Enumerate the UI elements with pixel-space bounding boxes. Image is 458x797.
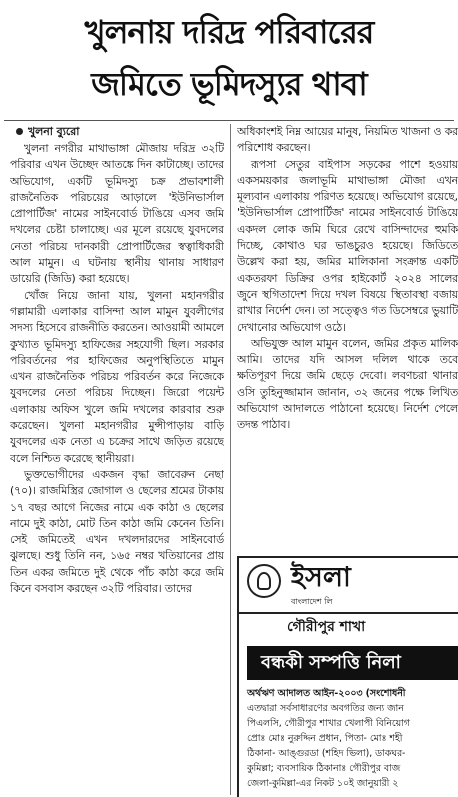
paragraph: ভুক্তভোগীদের একজন বৃদ্ধা জাবেরুন নেছা (৭০)। রাজমিস্ত্রির জোগাল ও ছেলের শ্রমের টাকায় ১৭ বছর আগে নিজের নামে এক কাঠা ও ছেলের নামে দুই কাঠা, মোট তিন কাঠা জমি কেনেন তিনি। সেই জমিতেই এখন দখলদারদের সাইনবোর্ড ঝুলছে। শুধু তিনি নন, ১৬৫ নম্বর খতিয়ানের প্রায় তিন একর জমিতে দুই থেকে পাঁচ কাঠা করে জমি কিনে বসবাস করছেন ৩২টি পরিবার। তাদের [10,467,224,596]
byline [10,124,224,140]
ad-line: জেলা-কুমিল্লা-এর নিকট ১০ই জানুয়ারী ২ [247,778,399,789]
headline-line-2: জমিতে ভূমিদস্যুর থাবা [91,65,367,103]
byline-text: খুলনা ব্যুরো [28,125,80,138]
paragraph: খুলনা নগরীর মাথাভাঙ্গা মৌজায় দরিদ্র ৩২টি পরিবার এখন উচ্ছেদ আতঙ্কে দিন কাটাচ্ছে। তাদের অভিযোগ, একটি ভূমিদস্যু চক্র প্রভাবশালী রাজনৈতিক পরিচয়ের আড়ালে 'ইউনিভার্সাল প্রোপার্টিজ' নামের সাইনবোর্ড টাঙিয়ে এসব জমি দখলের চেষ্টা চালাচ্ছে। এর মূলে রয়েছে যুবদলের নেতা পরিচয় দানকারী প্রোপার্টিজের স্বত্বাধিকারী আল মামুন। এ ঘটনায় স্থানীয় থানায় সাধারণ ডায়েরি (জিডি) করা হয়েছে। [10,142,224,286]
ad-line: ঠিকানা- আঙ্গুরডা (শহিদ ভিলা), ডাকঘর- [247,748,406,759]
ad-line: কুমিল্লা; ব্যবসায়িক ঠিকানাঃ গৌরীপুর বাজ [247,763,401,774]
paragraph: রূপসা সেতুর বাইপাস সড়কের পাশে হওয়ায় একসময়কার জলাভূমি মাথাভাঙ্গা মৌজা এখন মূল্যবান এলাকায় পরিণত হয়েছে। অভিযোগ রয়েছে, 'ইউনিভার্সাল প্রোপার্টিজ' নামের সাইনবোর্ড টাঙিয়ে একদল লোক জমি ঘিরে রেখে বাসিন্দাদের হুমকি দিচ্ছে, কোথাও ঘর ভাঙচুরও হয়েছে। জিডিতে উল্লেখ করা হয়, জমির মালিকানা সংক্রান্ত একটি একতরফা ডিক্রির ওপর হাইকোর্ট ২০২৪ সালের জুনে স্থগিতাদেশ দিয়ে দখল বিষয়ে স্থিতাবস্থা বজায় রাখার নির্দেশ দেন। তা সত্ত্বেও গত ডিসেম্বরে ভুয়াটি দেখানোর অভিযোগ ওঠে। [237,157,458,334]
paragraph: খোঁজ নিয়ে জানা যায়, খুলনা মহানগরীর গল্লামারী এলাকার বাসিন্দা আল মামুন যুবলীগের সদস্য হিসেবে রাজনীতি করতেন। আওয়ামী আমলে কুখ্যাত ভূমিদস্যু হাফিজের সহযোগী ছিল। সরকার পরিবর্তনের পর হাফিজের অনুপস্থিতিতে মামুন এখন রাজনৈতিক পরিচয় পরিবর্তন করে নিজেকে যুবদলের নেতা পরিচয় দিচ্ছেন। জিরো পয়েন্ট এলাকায় অফিস খুলে জমি দখলের কারবার শুরু করেছেন। খুলনা মহানগরীর মুন্সীপাড়ায় বাড়ি যুবদলের এক নেতা এ চক্রের সাথে জড়িত রয়েছে বলে নিশ্চিত করেছে স্থানীয়রা। [10,288,224,465]
paragraph: অধিকাংশই নিম্ন আয়ের মানুষ, নিয়মিত খাজনা ও কর পরিশোধ করছেন। [237,125,458,155]
advertisement [237,556,458,797]
ad-header [239,558,458,612]
ad-line: প্রোঃ মোঃ নুরুদ্দিন প্রধান, পিতা- মোঃ শহী [247,733,403,744]
branch-name: গৌরীপুর শাখা [239,612,458,638]
bank-logo-icon [247,564,281,598]
ad-line: অর্থঋণ আদালত আইন-২০০৩ (সংশোধনী [247,688,406,699]
ad-line: পিএলসি, গৌরীপুর শাখার খেলাপী বিনিয়োগ [247,718,410,729]
ad-line: এতদ্বারা সর্বসাধারণের অবগতির জন্য জান [247,703,404,714]
headline [0,0,458,118]
bank-name: ইসলা [291,562,351,593]
headline-rule [4,120,454,121]
bank-subtitle: বাংলাদেশ লি [291,597,333,606]
auction-banner: বন্ধকী সম্পত্তি নিলা [247,646,458,680]
ad-body [247,686,458,791]
paragraph: অভিযুক্ত আল মামুন বলেন, জমির প্রকৃত মালিক আমি। তাদের যদি আসল দলিল থাকে তবে ক্ষতিপূরণ দিয়ে জমি ছেড়ে দেবো। লবণচরা থানার ওসি তুহিনুজ্জামান জানান, ৩২ জনের পক্ষে লিখিত অভিযোগ আদালতে পাঠানো হয়েছে। নির্দেশ পেলে তদন্ত পাঠাব। [237,336,458,432]
bullet-icon [16,128,23,135]
article-column-left [10,124,224,795]
column-divider [230,124,231,795]
headline-line-1: খুলনায় দরিদ্র পরিবারের [84,13,374,51]
article-column-right [237,124,458,552]
